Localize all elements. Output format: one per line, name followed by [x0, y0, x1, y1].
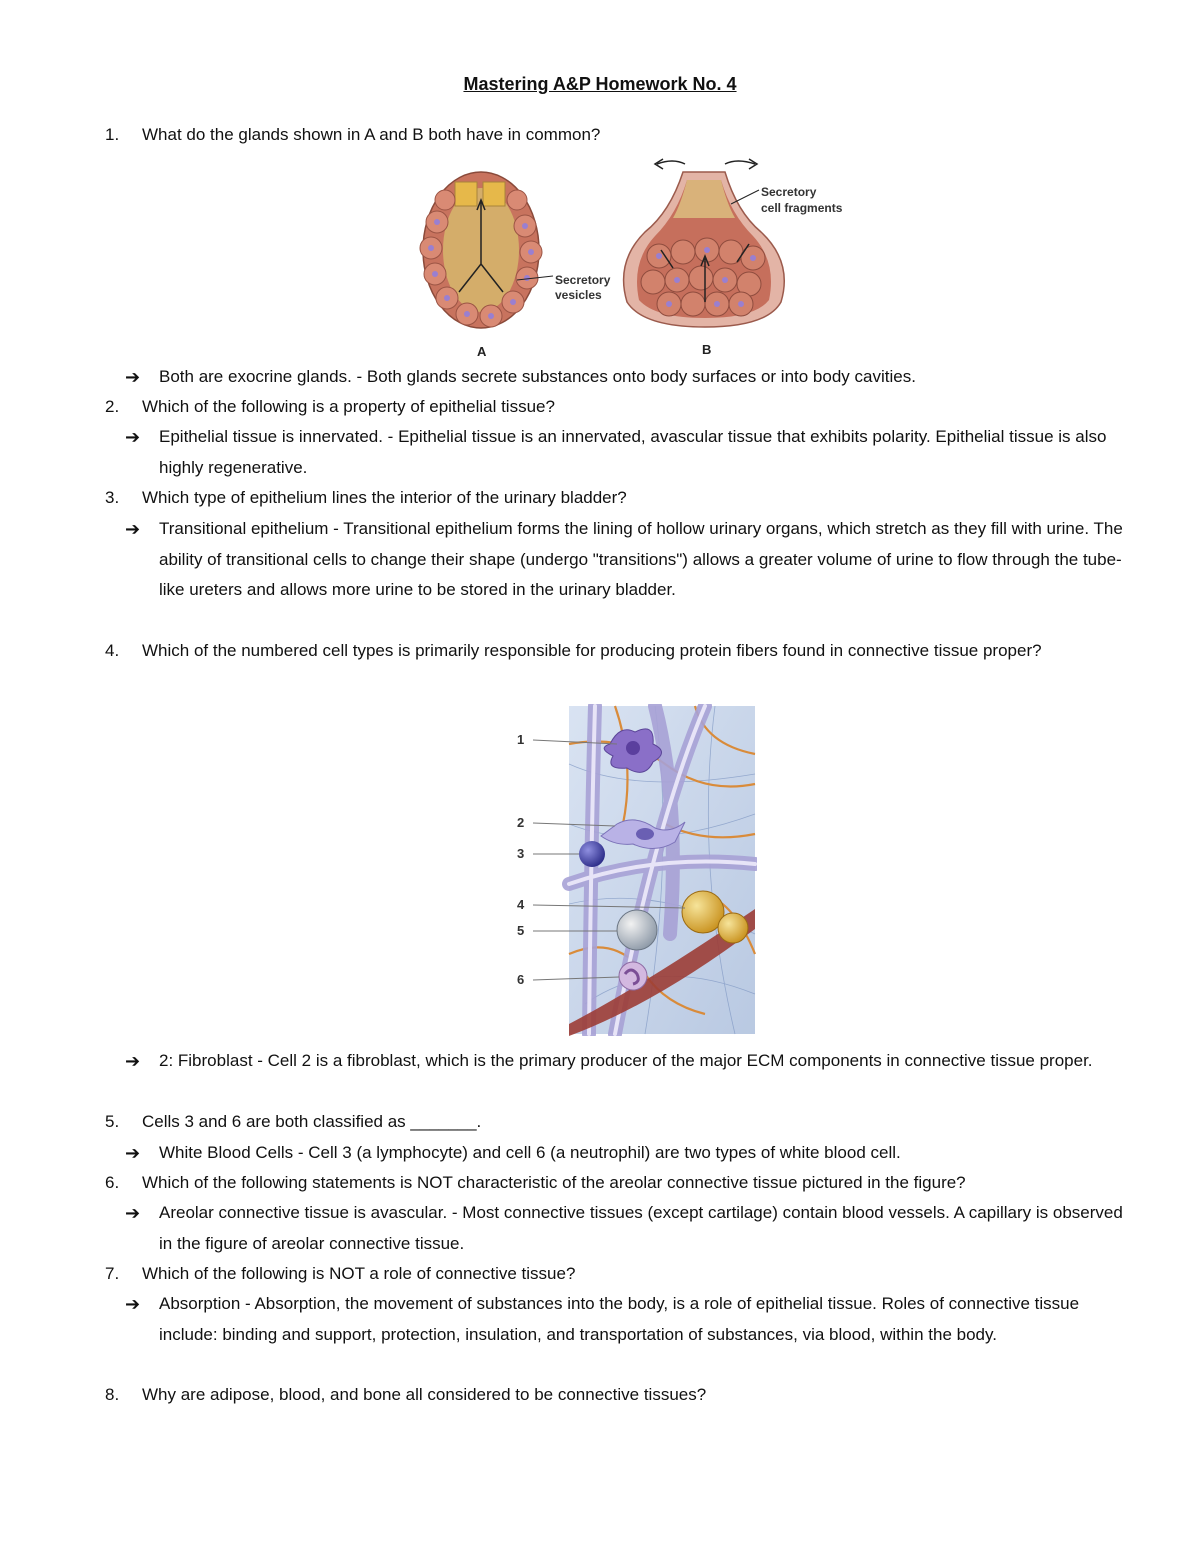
cell-number-4: 4 — [517, 897, 525, 912]
question-text: Which of the following is NOT a role of connective tissue? — [142, 1264, 576, 1283]
question-text: Which of the numbered cell types is primarily responsible for producing protein fibers found in connective tissue proper? — [142, 641, 1042, 660]
question-text: Which type of epithelium lines the interior of the urinary bladder? — [142, 488, 627, 507]
arrow-icon: ➔ — [125, 427, 141, 447]
question-text: Why are adipose, blood, and bone all considered to be connective tissues? — [142, 1385, 707, 1404]
answer-text: 2: Fibroblast - Cell 2 is a fibroblast, which is the primary producer of the major ECM components in connective tissue proper. — [159, 1051, 1093, 1070]
answer-text: Transitional epithelium - Transitional epithelium forms the lining of hollow urinary organs, which stretch as they fill with urine. The ability of transitional cells to change their shape (undergo "transitions") allows a greater volume of urine to flow through the tube-like ureters and allows more urine to be stored in the urinary bladder. — [159, 519, 1123, 599]
fragments-label-line2: cell fragments — [761, 201, 843, 215]
gland-b-label: B — [702, 342, 712, 357]
cell-number-3: 3 — [517, 846, 525, 861]
fragments-label-line1: Secretory — [761, 185, 817, 199]
arrow-icon: ➔ — [125, 1203, 141, 1223]
answer-text: Areolar connective tissue is avascular. - Most connective tissues (except cartilage) contain blood vessels. A capillary is observed in the figure of areolar connective tissue. — [159, 1203, 1123, 1253]
vesicles-label-line1: Secretory — [555, 273, 611, 287]
vesicles-label-line2: vesicles — [555, 288, 602, 302]
answer-text: White Blood Cells - Cell 3 (a lymphocyte) and cell 6 (a neutrophil) are two types of white blood cell. — [159, 1143, 901, 1162]
tissue-illustration — [533, 706, 755, 1036]
gland-a-illustration — [420, 172, 553, 328]
arrow-icon: ➔ — [125, 1051, 141, 1071]
question-text: Which of the following statements is NOT characteristic of the areolar connective tissue pictured in the figure? — [142, 1173, 966, 1192]
question-number: 7. — [105, 1264, 120, 1283]
question-text: Cells 3 and 6 are both classified as _______. — [142, 1112, 482, 1131]
answer-text: Absorption - Absorption, the movement of substances into the body, is a role of epithelial tissue. Roles of connective tissue include: binding and support, protection, insulation, and transportation of substances, via blood, within the body. — [159, 1294, 1080, 1344]
arrow-icon: ➔ — [125, 1143, 141, 1163]
question-number: 2. — [105, 397, 120, 416]
arrow-icon: ➔ — [125, 367, 141, 387]
question-number: 5. — [105, 1112, 120, 1131]
cell-number-1: 1 — [517, 732, 525, 747]
question-number: 1. — [105, 125, 120, 144]
gland-a-label: A — [477, 344, 487, 359]
question-number: 4. — [105, 641, 120, 660]
cell-number-5: 5 — [517, 923, 525, 938]
arrow-icon: ➔ — [125, 1294, 141, 1314]
question-text: What do the glands shown in A and B both have in common? — [142, 125, 601, 144]
answer-text: Both are exocrine glands. - Both glands secrete substances onto body surfaces or into body cavities. — [159, 367, 916, 386]
question-number: 3. — [105, 488, 120, 507]
cell-number-2: 2 — [517, 815, 525, 830]
question-number: 8. — [105, 1385, 120, 1404]
cell-number-6: 6 — [517, 972, 525, 987]
answer-text: Epithelial tissue is innervated. - Epithelial tissue is an innervated, avascular tissue that exhibits polarity. Epithelial tissue is also highly regenerative. — [159, 427, 1107, 477]
question-text: Which of the following is a property of epithelial tissue? — [142, 397, 555, 416]
arrow-icon: ➔ — [125, 519, 141, 539]
areolar-tissue-figure — [505, 704, 757, 1036]
question-number: 6. — [105, 1173, 120, 1192]
gland-figure — [415, 152, 860, 360]
document-title: Mastering A&P Homework No. 4 — [463, 74, 737, 94]
